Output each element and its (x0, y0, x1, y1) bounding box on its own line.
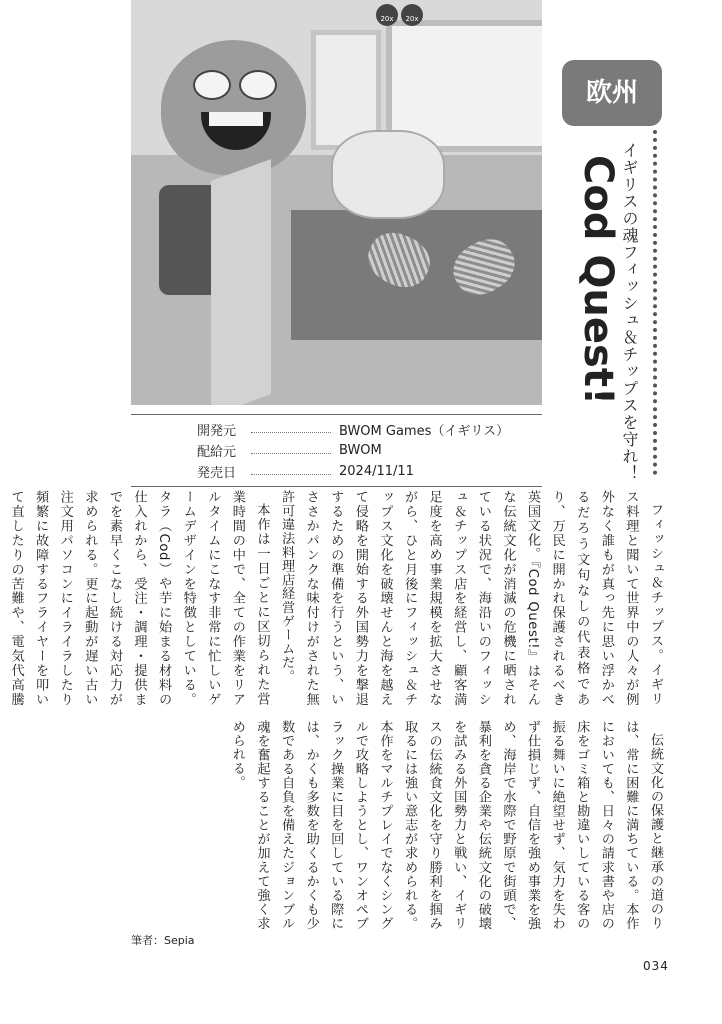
body-paragraph: フィッシュ＆チップス。イギリス料理と聞いて世界中の人々が例外なく誰もが真っ先に思い浮かべるだろう文句なしの代表格であり、万民に開かれ保護されるべき英国文化。『Cod Quest!』はそんな伝統文化が消滅の危機に晒されている状況で、海沿いのフィッシュ＆チップス店を経営し、顧客満足度を高め事業規模を拡大させながら、ひと月後にフィッシュ＆チップス文化を破壊せんと海を越えて侵略を開始する外国勢力を撃退するための準備を行うという、いささかパンクな味付けがされた無許可違法料理店経営ゲームだ。 (279, 490, 663, 706)
publisher-label: 配給元 (197, 445, 237, 460)
release-label: 発売日 (197, 466, 237, 481)
author-credit: 筆者：Sepia (131, 934, 195, 947)
release-value: 2024/11/11 (339, 464, 414, 479)
info-row-release (131, 461, 542, 482)
ingredient-count-badge: 20x (376, 4, 398, 26)
article-subtitle: イギリスの魂フィッシュ＆チップスを守れ！ (620, 142, 639, 482)
body-paragraph: 本作は一日ごとに区切られた営業時間の中で、全ての作業をリアルタイムにこなす非常に忙しいゲームデザインを特徴としている。タラ（Cod）や芋に始まる材料の仕入れから、受注・調理・提供までを素早くこなし続ける対応力が求められる。更に起動が遅い古い注文用パソコンにイライラしたり頻繁に故障するフライヤーを叩いて直したりの苦難や、電気代高騰 (8, 490, 270, 706)
article-body-upper (8, 490, 667, 706)
developer-label: 開発元 (197, 424, 237, 439)
publisher-value: BWOM (339, 443, 382, 458)
game-info-table (131, 414, 542, 487)
game-screenshot (131, 0, 542, 405)
dotted-leader (251, 474, 331, 475)
character-mouth (201, 112, 271, 150)
screenshot-character-face (161, 40, 306, 175)
info-row-developer (131, 419, 542, 440)
page-number: 034 (643, 959, 669, 973)
article-body-lower (127, 720, 667, 930)
region-tab: 欧州 (562, 60, 662, 126)
body-paragraph: 伝統文化の保護と継承の道のりは、常に困難に満ちている。本作においても、日々の請求書や店の床をゴミ箱と勘違いしている客の振る舞いに絶望せず、気力を失わず仕損じず、自信を強め事業を強め、海岸で水際で野原で街頭で、暴利を貪る企業や伝統文化の破壊を試みる外国勢力と戦い、イギリスの伝統食文化を守り勝利を掴み取るには強い意志が求められる。本作をマルチプレイでなくシングルで攻略しようとし、ワンオペブラック操業に目を回している際には、かくも多数を助くるかくも少数である自負を備えたジョンブル魂を奮起することが加えて強く求められる。 (229, 720, 663, 930)
character-right-eye (239, 70, 277, 100)
dotted-divider (653, 130, 657, 475)
dotted-leader (251, 453, 331, 454)
dotted-leader (251, 432, 331, 433)
info-row-publisher (131, 440, 542, 461)
screenshot-board (211, 159, 271, 405)
developer-value: BWOM Games（イギリス） (339, 424, 510, 439)
article-title: Cod Quest! (575, 155, 621, 406)
character-left-eye (193, 70, 231, 100)
screenshot-glove-hand (331, 130, 445, 219)
ingredient-count-badge: 20x (401, 4, 423, 26)
